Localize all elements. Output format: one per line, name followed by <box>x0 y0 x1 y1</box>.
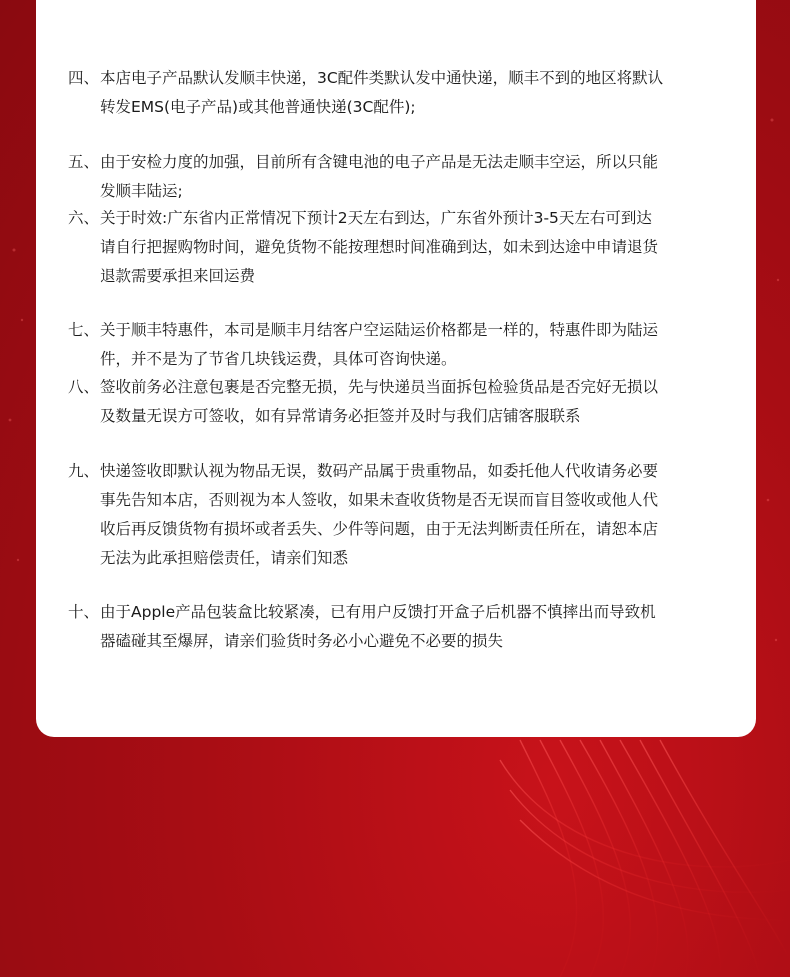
item-line: 请自行把握购物时间，避免货物不能按理想时间准确到达，如未到达途中申请退货 <box>100 238 659 256</box>
item-number: 十、 <box>68 603 100 621</box>
item-number: 九、 <box>68 462 100 480</box>
item-line: 件，并不是为了节省几块钱运费，具体可咨询快递。 <box>100 350 457 368</box>
item-text <box>68 316 728 374</box>
item-line: 发顺丰陆运; <box>100 182 183 200</box>
item-text <box>68 64 728 122</box>
item-line: 由于安检力度的加强，目前所有含键电池的电子产品是无法走顺丰空运，所以只能 <box>100 153 659 171</box>
item-number: 四、 <box>68 69 100 87</box>
item-line: 由于Apple产品包装盒比较紧凑，已有用户反馈打开盒子后机器不慎摔出而导致机 <box>100 603 656 621</box>
item-text <box>68 598 728 656</box>
list-item <box>68 457 728 573</box>
list-item <box>68 148 728 206</box>
item-line: 快递签收即默认视为物品无误，数码产品属于贵重物品，如委托他人代收请务必要 <box>100 462 659 480</box>
item-line: 事先告知本店，否则视为本人签收，如果未查收货物是否无误而盲目签收或他人代 <box>100 491 659 509</box>
item-number: 五、 <box>68 153 100 171</box>
item-line: 关于时效:广东省内正常情况下预计2天左右到达，广东省外预计3-5天左右可到达 <box>100 209 652 227</box>
item-line: 收后再反馈货物有损坏或者丢失、少件等问题，由于无法判断责任所在，请恕本店 <box>100 520 659 538</box>
item-line: 本店电子产品默认发顺丰快递，3C配件类默认发中通快递，顺丰不到的地区将默认 <box>100 69 664 87</box>
item-line: 签收前务必注意包裹是否完整无损，先与快递员当面拆包检验货品是否完好无损以 <box>100 378 659 396</box>
item-number: 七、 <box>68 321 100 339</box>
item-text <box>68 373 728 431</box>
list-item <box>68 204 728 291</box>
item-line: 无法为此承担赔偿责任，请亲们知悉 <box>100 549 349 567</box>
item-line: 及数量无误方可签收，如有异常请务必拒签并及时与我们店铺客服联系 <box>100 407 581 425</box>
item-line: 退款需要承担来回运费 <box>100 267 256 285</box>
list-item <box>68 373 728 431</box>
item-text <box>68 148 728 206</box>
item-number: 六、 <box>68 209 100 227</box>
list-item <box>68 64 728 122</box>
item-text <box>68 204 728 291</box>
item-text <box>68 457 728 573</box>
item-line: 关于顺丰特惠件，本司是顺丰月结客户空运陆运价格都是一样的，特惠件即为陆运 <box>100 321 659 339</box>
item-line: 器磕碰其至爆屏，请亲们验货时务必小心避免不必要的损失 <box>100 632 504 650</box>
item-number: 八、 <box>68 378 100 396</box>
item-line: 转发EMS(电子产品)或其他普通快递(3C配件); <box>100 98 416 116</box>
list-item <box>68 316 728 374</box>
list-item <box>68 598 728 656</box>
